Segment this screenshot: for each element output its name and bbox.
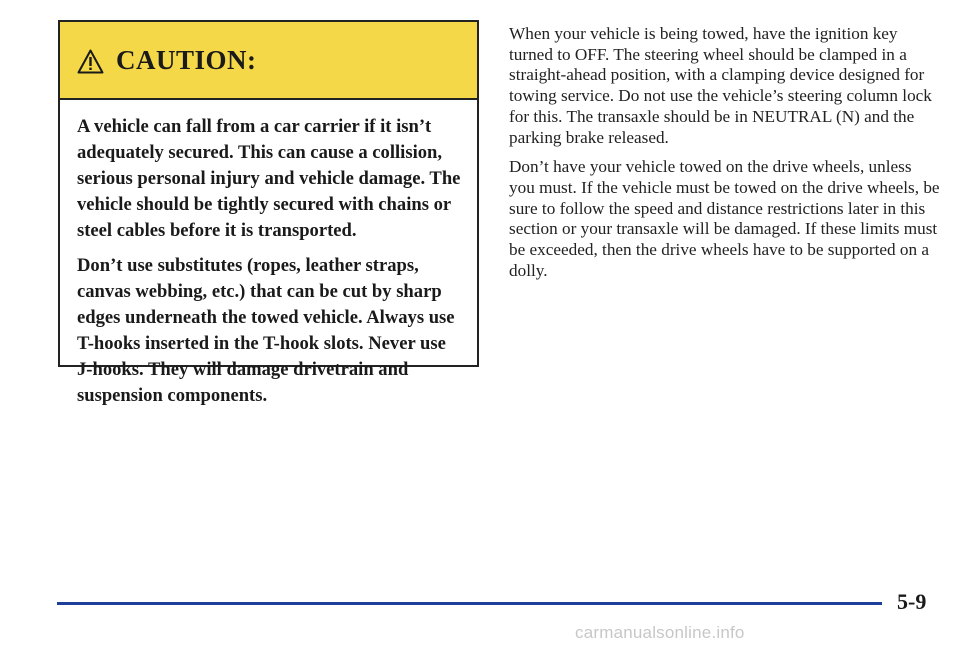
caution-title: CAUTION: [116,44,257,75]
caution-header [60,22,477,100]
watermark: carmanualsonline.info [575,623,745,642]
caution-body [60,100,477,409]
warning-triangle-icon [77,49,104,74]
body-text-column [509,24,941,290]
page-number: 5-9 [897,589,927,614]
caution-paragraph: Don’t use substitutes (ropes, leather straps, canvas webbing, etc.) that can be cut by sharp edges underneath the towed vehicle. Always use T-hooks inserted in the T-hook slots. Never use J-hooks. They will damage drivetrain and suspension components. [77,255,455,406]
caution-box [58,20,479,406]
caution-paragraph: A vehicle can fall from a car carrier if it isn’t adequately secured. This can cause a collision, serious personal injury and vehicle damage. The vehicle should be tightly secured with chains or steel cables before it is transported. [77,116,461,241]
body-paragraph: When your vehicle is being towed, have the ignition key turned to OFF. The steering wheel should be clamped in a straight-ahead position, with a clamping device designed for towing service. Do not use the vehicle’s steering column lock for this. The transaxle should be in NEUTRAL (N) and the parking brake released. [509,24,932,147]
body-paragraph: Don’t have your vehicle towed on the drive wheels, unless you must. If the vehicle must be towed on the drive wheels, be sure to follow the speed and distance restrictions later in this section or your transaxle will be damaged. If these limits must be exceeded, then the drive wheels have to be supported on a dolly. [509,157,940,280]
footer-rule [57,602,882,605]
